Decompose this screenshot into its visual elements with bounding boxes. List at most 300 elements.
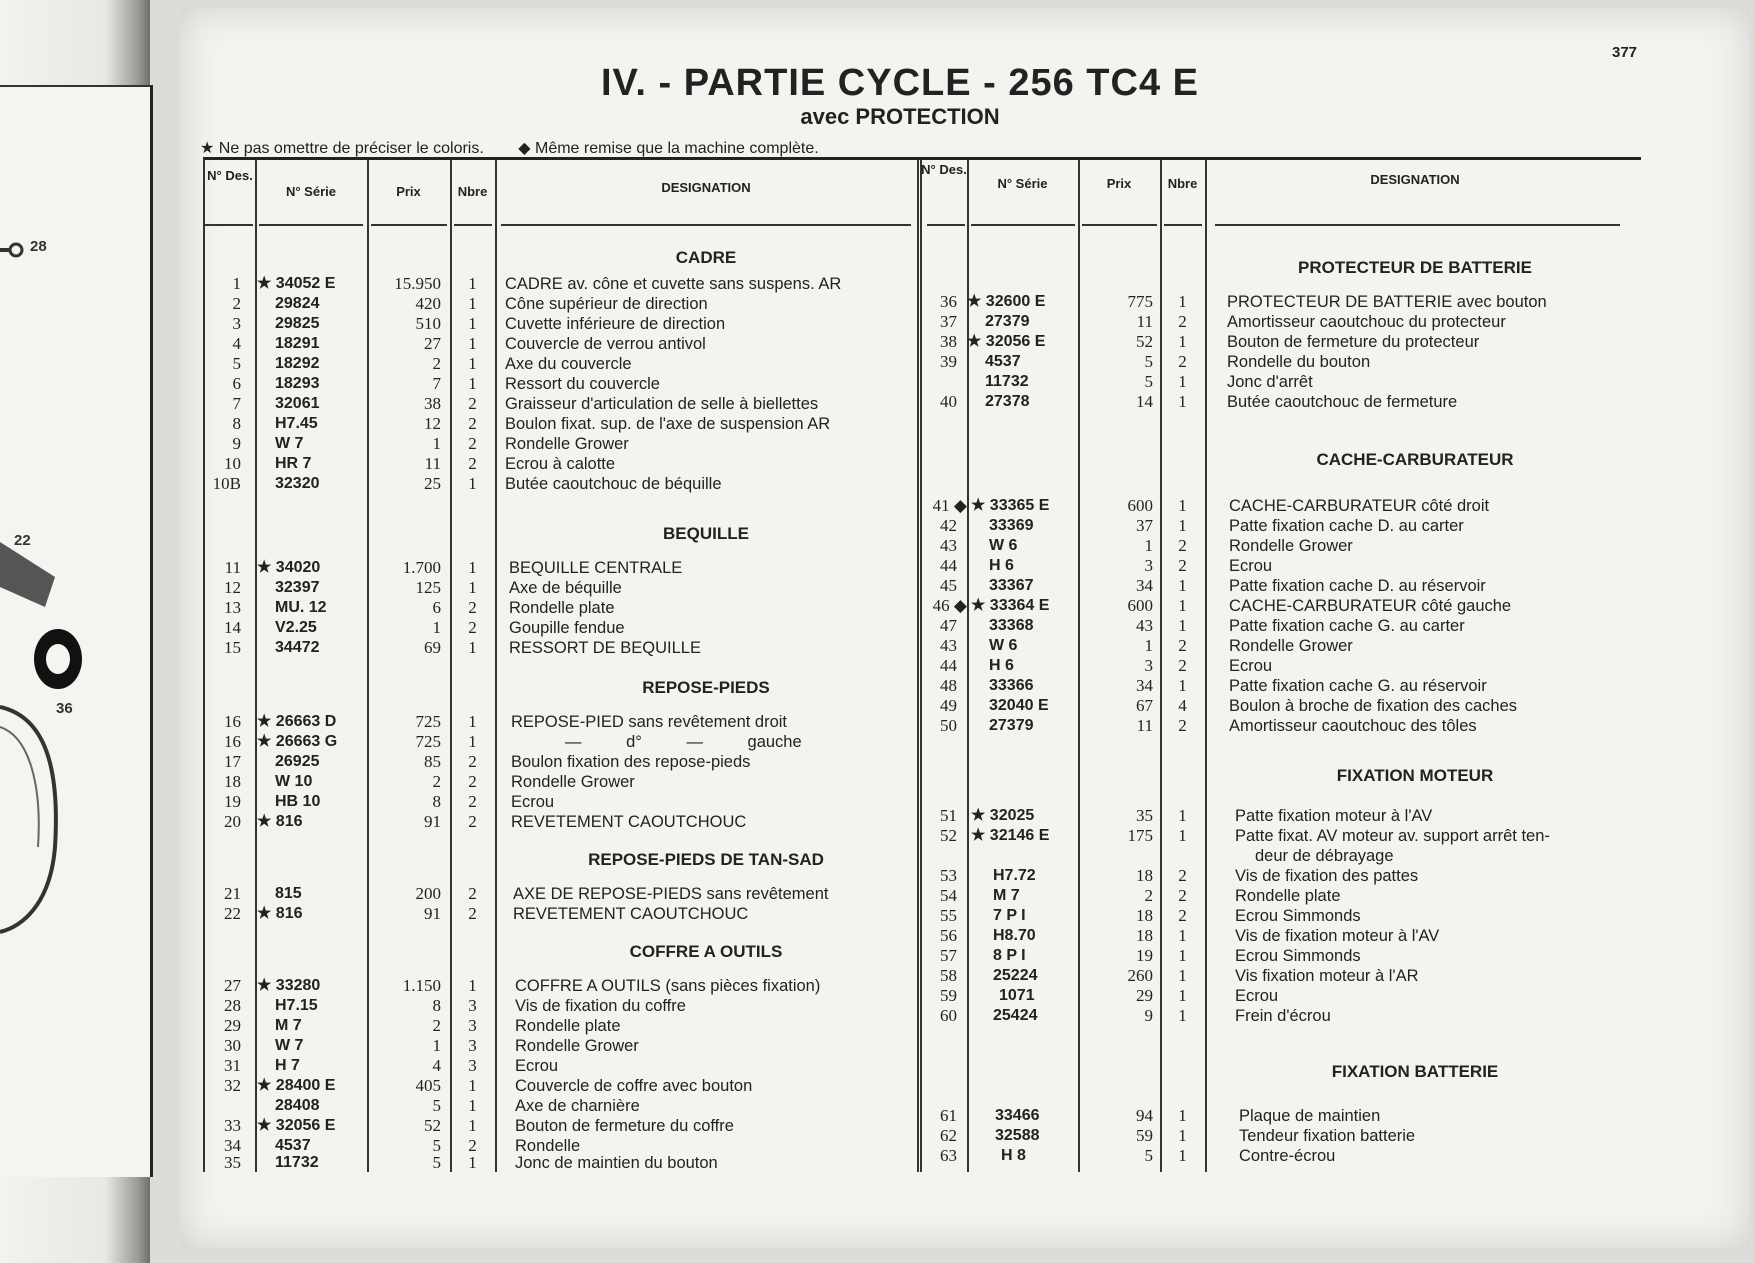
table-cell: 5: [432, 1136, 441, 1155]
table-cell: M 7: [993, 887, 1020, 904]
table-cell: CACHE-CARBURATEUR côté gauche: [1229, 597, 1512, 615]
table-cell: 1: [1178, 372, 1187, 391]
table-cell: Tendeur fixation batterie: [1239, 1127, 1416, 1145]
table-cell: 36: [940, 292, 957, 311]
table-cell: 21: [224, 884, 241, 903]
table-cell: 57: [940, 946, 957, 965]
table-cell: 2: [1144, 886, 1153, 905]
table-cell: 27: [424, 334, 441, 353]
table-cell: 25224: [993, 967, 1038, 984]
table-cell: M 7: [275, 1017, 302, 1034]
table-cell: 6: [232, 374, 241, 393]
table-cell: Axe de charnière: [515, 1097, 640, 1115]
table-cell: 5: [1144, 352, 1153, 371]
table-cell: 1: [1144, 536, 1153, 555]
table-cell: 1: [432, 618, 441, 637]
table-cell: 35: [1136, 806, 1153, 825]
table-cell: 58: [940, 966, 957, 985]
table-cell: H 8: [1001, 1147, 1026, 1164]
table-cell: 1: [1178, 332, 1187, 351]
table-cell: Butée caoutchouc de fermeture: [1227, 393, 1458, 411]
table-cell: 2: [468, 812, 477, 831]
table-cell: ★ 34052 E: [257, 275, 336, 292]
table-cell: 1: [1144, 636, 1153, 655]
table-cell: 91: [424, 812, 441, 831]
table-cell: Patte fixation cache D. au carter: [1229, 517, 1464, 535]
table-cell: 1: [1178, 986, 1187, 1005]
table-cell: Plaque de maintien: [1239, 1107, 1381, 1125]
table-cell: 16: [224, 712, 241, 731]
table-cell: 9: [1144, 1006, 1153, 1025]
table-cell: 91: [424, 904, 441, 923]
table-cell: Rondelle Grower: [511, 773, 635, 791]
table-cell: W 6: [989, 637, 1018, 654]
table-cell: Jonc d'arrêt: [1227, 373, 1313, 391]
table-cell: 1: [1178, 676, 1187, 695]
table-cell: 200: [415, 884, 441, 903]
table-cell: 2: [1178, 556, 1187, 575]
header-designation: DESIGNATION: [661, 180, 751, 195]
note-discount: ◆ Même remise que la machine complète.: [518, 140, 819, 157]
table-cell: 3: [1144, 556, 1153, 575]
table-cell: 11: [1136, 312, 1153, 331]
table-cell: 10B: [212, 474, 241, 493]
table-cell: 19: [224, 792, 241, 811]
table-cell: 2: [468, 598, 477, 617]
table-cell: ★ 26663 D: [257, 713, 337, 730]
table-cell: 2: [1178, 656, 1187, 675]
table-cell: 17: [224, 752, 241, 771]
table-cell: 15: [224, 638, 241, 657]
table-cell: 6: [432, 598, 441, 617]
table-cell: HB 10: [275, 793, 321, 810]
table-cell: 5: [432, 1096, 441, 1115]
table-cell: 11732: [275, 1154, 319, 1171]
table-cell: Rondelle plate: [509, 599, 615, 617]
table-cell: 62: [940, 1126, 957, 1145]
table-cell: 32040 E: [989, 697, 1049, 714]
table-cell: ★ 34020: [257, 559, 321, 576]
table-cell: 19: [1136, 946, 1153, 965]
table-cell: Patte fixation cache D. au réservoir: [1229, 577, 1486, 595]
table-cell: 1: [1178, 596, 1187, 615]
table-cell: 29: [224, 1016, 241, 1035]
table-cell: 5: [232, 354, 241, 373]
table-cell: 50: [940, 716, 957, 735]
table-cell: Cuvette inférieure de direction: [505, 315, 726, 333]
table-cell: 29824: [275, 295, 320, 312]
table-cell: 32: [224, 1076, 241, 1095]
table-cell: Graisseur d'articulation de selle à biellettes: [505, 395, 819, 413]
table-cell: REVETEMENT CAOUTCHOUC: [513, 905, 749, 923]
table-cell: 69: [424, 638, 441, 657]
table-cell: Patte fixation cache G. au carter: [1229, 617, 1465, 635]
table-cell: 1: [1178, 292, 1187, 311]
table-cell: 34: [224, 1136, 241, 1155]
table-cell: 67: [1136, 696, 1153, 715]
table-cell: 2: [1178, 886, 1187, 905]
table-cell: ★ 32600 E: [967, 293, 1046, 310]
table-cell: 815: [275, 885, 302, 902]
table-cell: 2: [1178, 716, 1187, 735]
table-cell: 1: [468, 1116, 477, 1135]
table-cell: 34: [1136, 576, 1153, 595]
table-cell: 1: [468, 1076, 477, 1095]
table-cell: Bouton de fermeture du protecteur: [1227, 333, 1480, 351]
section-title: FIXATION BATTERIE: [1331, 1062, 1499, 1081]
section-title: CADRE: [675, 248, 737, 267]
table-cell: 27378: [985, 393, 1030, 410]
table-cell: 2: [468, 752, 477, 771]
diagram-fragments: [0, 87, 150, 1177]
table-cell: 1: [1178, 576, 1187, 595]
table-cell: Rondelle: [515, 1137, 581, 1155]
table-cell: 27379: [985, 313, 1030, 330]
table-cell: 61: [940, 1106, 957, 1125]
table-cell: 22: [224, 904, 241, 923]
table-cell: 59: [1136, 1126, 1153, 1145]
table-cell: 44: [940, 656, 957, 675]
table-cell: Ecrou Simmonds: [1235, 947, 1361, 965]
table-cell: Ecrou: [1229, 657, 1273, 675]
table-cell: Ecrou: [1235, 987, 1279, 1005]
table-cell: 1: [1178, 966, 1187, 985]
callout-label: 28: [30, 238, 47, 255]
table-cell: Ecrou à calotte: [505, 455, 616, 473]
table-cell: 7 P I: [993, 907, 1026, 924]
table-cell: 28408: [275, 1097, 320, 1114]
callout-label: 22: [14, 532, 31, 549]
table-cell: 2: [1178, 866, 1187, 885]
header-nbre: Nbre: [457, 184, 488, 199]
table-cell: 63: [940, 1146, 957, 1165]
table-cell: 1: [468, 474, 477, 493]
table-cell: 32588: [995, 1127, 1040, 1144]
table-cell: Rondelle Grower: [1229, 537, 1353, 555]
table-cell: 48: [940, 676, 957, 695]
table-cell: AXE DE REPOSE-PIEDS sans revêtement: [513, 885, 829, 903]
table-cell: 1: [1178, 1126, 1187, 1145]
table-cell: Couvercle de coffre avec bouton: [515, 1077, 753, 1095]
table-cell: ★ 32146 E: [971, 827, 1050, 844]
table-cell: 37: [940, 312, 957, 331]
table-cell: Patte fixation moteur à l'AV: [1235, 807, 1433, 825]
table-cell: COFFRE A OUTILS (sans pièces fixation): [515, 977, 821, 995]
table-cell: 9: [232, 434, 241, 453]
table-cell: 11732: [985, 373, 1029, 390]
table-cell: Vis de fixation du coffre: [515, 997, 686, 1015]
table-cell: 25: [424, 474, 441, 493]
table-cell: 8: [432, 792, 441, 811]
table-cell: 3: [468, 996, 477, 1015]
table-cell: 33366: [989, 677, 1034, 694]
table-cell: 1: [1178, 616, 1187, 635]
table-cell: 1: [1178, 496, 1187, 515]
table-cell: 5: [1144, 372, 1153, 391]
table-cell: 29: [1136, 986, 1153, 1005]
table-cell: 26925: [275, 753, 320, 770]
table-cell: 20: [224, 812, 241, 831]
table-cell: 54: [940, 886, 957, 905]
table-cell: 32320: [275, 475, 320, 492]
table-cell: 1: [468, 712, 477, 731]
table-cell: ★ 816: [257, 905, 303, 922]
table-cell: Rondelle Grower: [505, 435, 629, 453]
table-cell: 53: [940, 866, 957, 885]
table-cell: 2: [468, 434, 477, 453]
table-cell: Vis de fixation des pattes: [1235, 867, 1419, 885]
table-cell: 2: [468, 454, 477, 473]
table-cell: 18: [1136, 866, 1153, 885]
table-cell: Cône supérieur de direction: [505, 295, 708, 313]
table-cell: 38: [940, 332, 957, 351]
table-cell: H7.45: [275, 415, 318, 432]
table-cell: 33466: [995, 1107, 1040, 1124]
table-cell: 1071: [999, 987, 1035, 1004]
table-cell: 11: [224, 558, 241, 577]
table-cell: 1: [468, 976, 477, 995]
table-cell: Axe de béquille: [509, 579, 622, 597]
table-cell: 18291: [275, 335, 320, 352]
table-cell: 725: [415, 712, 441, 731]
table-cell: 52: [424, 1116, 441, 1135]
header-no-des: N° Des.: [207, 168, 253, 183]
table-cell: 10: [224, 454, 241, 473]
table-cell: ★ 816: [257, 813, 303, 830]
table-cell: 40: [940, 392, 957, 411]
table-cell: 125: [415, 578, 441, 597]
table-cell: Ecrou: [511, 793, 555, 811]
table-cell: 420: [415, 294, 441, 313]
table-cell: BEQUILLE CENTRALE: [509, 559, 683, 577]
table-cell: 13: [224, 598, 241, 617]
parts-table: [203, 157, 1641, 1172]
table-cell: 59: [940, 986, 957, 1005]
table-cell: Couvercle de verrou antivol: [505, 335, 706, 353]
table-cell: 30: [224, 1036, 241, 1055]
table-cell: 2: [432, 1016, 441, 1035]
table-cell: 2: [1178, 352, 1187, 371]
table-cell: H8.70: [993, 927, 1036, 944]
table-cell: 725: [415, 732, 441, 751]
table-cell: ★ 33280: [257, 977, 321, 994]
table-cell: 260: [1127, 966, 1153, 985]
table-cell: 2: [1178, 636, 1187, 655]
table-cell: 4537: [985, 353, 1021, 370]
table-cell: 51: [940, 806, 957, 825]
table-cell: 2: [468, 772, 477, 791]
callout-label: 36: [56, 700, 73, 717]
table-cell: ★ 28400 E: [257, 1077, 336, 1094]
table-cell: REPOSE-PIED sans revêtement droit: [511, 713, 788, 731]
table-cell: 60: [940, 1006, 957, 1025]
table-cell: 52: [1136, 332, 1153, 351]
table-cell: Rondelle plate: [515, 1017, 621, 1035]
table-cell: 4: [232, 334, 241, 353]
table-cell: 1: [468, 638, 477, 657]
table-cell: 1.150: [402, 976, 441, 995]
table-cell: 175: [1127, 826, 1153, 845]
table-cell: ★ 26663 G: [257, 733, 338, 750]
table-cell: 43: [940, 536, 957, 555]
table-cell: Amortisseur caoutchouc du protecteur: [1227, 313, 1506, 331]
table-cell: 1: [1178, 392, 1187, 411]
table-cell: 3: [468, 1016, 477, 1035]
table-cell: ★ 32056 E: [967, 333, 1046, 350]
section-title: COFFRE A OUTILS: [629, 942, 783, 961]
table-cell: 11: [1136, 716, 1153, 735]
table-cell: 33367: [989, 577, 1034, 594]
table-cell: 775: [1127, 292, 1153, 311]
table-cell: 34472: [275, 639, 320, 656]
table-cell: 2: [1178, 312, 1187, 331]
table-cell: 2: [232, 294, 241, 313]
header-prix: Prix: [1106, 176, 1132, 191]
table-cell: 1: [1178, 946, 1187, 965]
table-cell: 4: [432, 1056, 441, 1075]
table-cell: Frein d'écrou: [1235, 1007, 1331, 1025]
table-cell: 2: [468, 414, 477, 433]
header-designation: DESIGNATION: [1370, 172, 1460, 187]
page-title: IV. - PARTIE CYCLE - 256 TC4 E: [600, 62, 1200, 104]
table-cell: Boulon à broche de fixation des caches: [1229, 697, 1518, 715]
table-cell: W 7: [275, 435, 304, 452]
table-cell: 2: [468, 904, 477, 923]
table-cell: 3: [468, 1056, 477, 1075]
table-cell: 8 P I: [993, 947, 1026, 964]
table-cell: 52: [940, 826, 957, 845]
section-title: CACHE-CARBURATEUR: [1316, 450, 1514, 469]
table-cell: Bouton de fermeture du coffre: [515, 1117, 734, 1135]
table-cell: H7.15: [275, 997, 318, 1014]
section-title: REPOSE-PIEDS: [642, 678, 770, 697]
table-cell: 12: [224, 578, 241, 597]
table-cell: 1: [468, 732, 477, 751]
table-cell: 38: [424, 394, 441, 413]
table-cell: 94: [1136, 1106, 1153, 1125]
table-cell: 1: [1178, 1006, 1187, 1025]
table-cell: 1: [468, 314, 477, 333]
table-cell: 18: [224, 772, 241, 791]
table-cell: Ecrou Simmonds: [1235, 907, 1361, 925]
header-prix: Prix: [396, 184, 421, 199]
table-cell: 3: [1144, 656, 1153, 675]
table-cell: 1: [468, 294, 477, 313]
table-cell: H7.72: [993, 867, 1036, 884]
table-cell: 33369: [989, 517, 1034, 534]
table-cell: 37: [1136, 516, 1153, 535]
table-cell: 1: [468, 374, 477, 393]
table-cell: 18292: [275, 355, 320, 372]
table-cell: Ecrou: [515, 1057, 559, 1075]
table-cell: W 7: [275, 1037, 304, 1054]
table-cell: H 6: [989, 657, 1014, 674]
table-cell: Rondelle du bouton: [1227, 353, 1371, 371]
table-cell: 18: [1136, 926, 1153, 945]
note-color: ★ Ne pas omettre de préciser le coloris.: [200, 140, 484, 157]
table-cell: deur de débrayage: [1255, 847, 1394, 865]
table-cell: 1: [468, 1096, 477, 1115]
table-cell: 2: [468, 394, 477, 413]
table-cell: 2: [432, 772, 441, 791]
table-cell: 1.700: [402, 558, 441, 577]
table-cell: 31: [224, 1056, 241, 1075]
legend-notes: [200, 138, 1100, 158]
table-cell: 8: [432, 996, 441, 1015]
table-cell: 11: [424, 454, 441, 473]
table-cell: Contre-écrou: [1239, 1147, 1336, 1165]
table-cell: 1: [1178, 806, 1187, 825]
table-cell: Rondelle Grower: [1229, 637, 1353, 655]
header-no-des: N° Des.: [921, 162, 967, 177]
table-cell: Vis de fixation moteur à l'AV: [1235, 927, 1440, 945]
table-cell: HR 7: [275, 455, 312, 472]
table-cell: 1: [468, 578, 477, 597]
table-cell: 18: [1136, 906, 1153, 925]
table-cell: 600: [1127, 596, 1153, 615]
table-cell: 4537: [275, 1137, 311, 1154]
table-cell: 34: [1136, 676, 1153, 695]
table-cell: 44: [940, 556, 957, 575]
table-cell: 1: [468, 1153, 477, 1172]
table-cell: W 10: [275, 773, 313, 790]
header-nbre: Nbre: [1167, 176, 1198, 191]
table-cell: 25424: [993, 1007, 1038, 1024]
table-cell: 7: [432, 374, 441, 393]
table-cell: Rondelle plate: [1235, 887, 1341, 905]
header-serie: N° Série: [285, 184, 336, 199]
table-cell: CACHE-CARBURATEUR côté droit: [1229, 497, 1490, 515]
table-cell: W 6: [989, 537, 1018, 554]
table-cell: 35: [224, 1153, 241, 1172]
table-cell: ★ 32025: [971, 807, 1035, 824]
table-cell: 5: [432, 1153, 441, 1172]
table-cell: 55: [940, 906, 957, 925]
table-cell: Amortisseur caoutchouc des tôles: [1229, 717, 1477, 735]
table-cell: 405: [415, 1076, 441, 1095]
table-cell: 28: [224, 996, 241, 1015]
table-cell: 33: [224, 1116, 241, 1135]
table-cell: 2: [1178, 906, 1187, 925]
table-cell: Vis fixation moteur à l'AR: [1235, 967, 1419, 985]
table-cell: 1: [1178, 1146, 1187, 1165]
table-cell: 39: [940, 352, 957, 371]
section-title: PROTECTEUR DE BATTERIE: [1298, 258, 1532, 277]
table-cell: 33368: [989, 617, 1034, 634]
table-cell: 1: [1178, 516, 1187, 535]
table-cell: 1: [468, 354, 477, 373]
table-cell: 47: [940, 616, 957, 635]
table-cell: 27379: [989, 717, 1034, 734]
table-cell: 600: [1127, 496, 1153, 515]
table-cell: 2: [468, 618, 477, 637]
table-cell: H 6: [989, 557, 1014, 574]
table-cell: 41 ◆: [932, 496, 967, 515]
table-cell: Goupille fendue: [509, 619, 625, 637]
table-cell: ★ 33365 E: [971, 497, 1050, 514]
table-cell: 2: [468, 1136, 477, 1155]
table-cell: V2.25: [275, 619, 317, 636]
table-cell: 15.950: [394, 274, 441, 293]
table-cell: ★ 33364 E: [971, 597, 1050, 614]
table-cell: 7: [232, 394, 241, 413]
table-cell: 42: [940, 516, 957, 535]
table-cell: 45: [940, 576, 957, 595]
table-cell: Boulon fixat. sup. de l'axe de suspension AR: [505, 415, 831, 433]
table-cell: 1: [432, 434, 441, 453]
table-cell: 510: [415, 314, 441, 333]
table-cell: 18293: [275, 375, 320, 392]
